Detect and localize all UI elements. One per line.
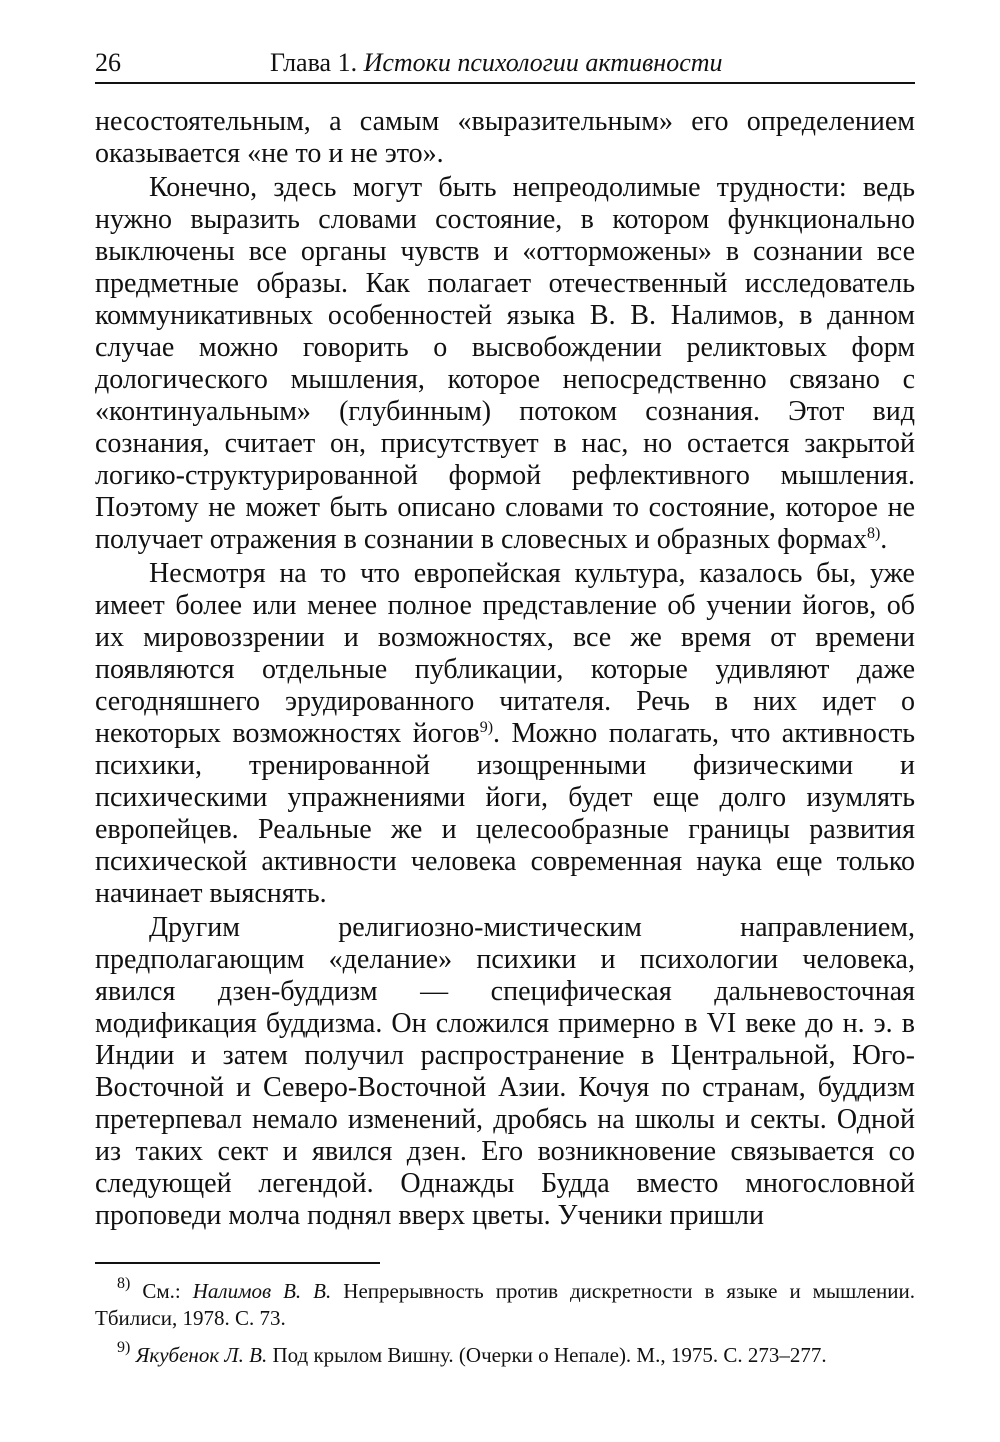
footnote-author: Якубенок Л. В. bbox=[135, 1343, 268, 1367]
footnote-prefix: См.: bbox=[142, 1279, 181, 1303]
footnote-marker: 8) bbox=[117, 1275, 131, 1292]
book-page bbox=[95, 38, 915, 1379]
paragraph-4: Другим религиозно-мистическим направлением, предполагающим «делание» психики и психологии человека, явился дзен-буддизм — специфическая дальневосточная модификация буддизма. Он сложился примерно в VI веке до н. э. в Индии и затем получил распространение в Центральной, Юго-Восточной и Северо-Восточной Азии. Кочуя по странам, буддизм претерпевал немало изменений, дробясь на школы и секты. Одной из таких сект и явился дзен. Его возникновение связывается со следующей легендой. Однажды Будда вместо многословной проповеди молча поднял вверх цветы. Ученики пришли bbox=[95, 912, 915, 1231]
chapter-label: Глава 1. bbox=[270, 48, 358, 77]
paragraph-3 bbox=[95, 558, 915, 910]
body-text bbox=[95, 106, 915, 1232]
footnote-marker: 9) bbox=[117, 1339, 131, 1356]
paragraph-3-text-a: Несмотря на то что европейская культура, казалось бы, уже имеет более или менее полное представление об учении йогов, об их мировоззрении и возможностях, все же время от времени появляются отдельные публикации, которые удивляют даже сегодняшнего эрудированного читателя. Речь в них идет о некоторых возможностях йогов bbox=[95, 558, 915, 749]
footnote-8 bbox=[95, 1275, 916, 1332]
chapter-title: Истоки психологии активности bbox=[363, 48, 723, 77]
paragraph-2-text: Конечно, здесь могут быть непреодолимые трудности: ведь нужно выразить словами состояние, в котором функционально выключены все органы чувств и «отторможены» в сознании все предметные образы. Как полагает отечественный исследователь коммуникативных особенностей языка В. В. Налимов, в данном случае можно говорить о высвобождении реликтовых форм дологического мышления, которое непосредственно связано с «континуальным» (глубинным) потоком сознания. Этот вид сознания, считает он, присутствует в нас, но остается закрытой логико-структурированной формой рефлективного мышления. Поэтому не может быть описано словами то состояние, которое не получает отражения в сознании в словесных и образных формах bbox=[95, 172, 915, 555]
paragraph-3-text-b: . Можно полагать, что активность психики, тренированной изощренными физическими и психическими упражнениями йоги, будет еще долго изумлять европейцев. Реальные же и целесообразные границы развития психической активности человека современная наука еще только начинает выяснять. bbox=[95, 718, 916, 909]
footnote-text: Под крылом Вишну. (Очерки о Непале). М., 1975. С. 273–277. bbox=[272, 1343, 827, 1367]
paragraph-1: несостоятельным, а самым «выразительным» его определением оказывается «не то и не это». bbox=[95, 106, 915, 169]
paragraph-2-end: . bbox=[880, 524, 888, 555]
footnote-divider bbox=[95, 1262, 380, 1264]
footnote-ref-8: 8) bbox=[866, 525, 881, 542]
running-head bbox=[95, 38, 915, 84]
footnote-9 bbox=[95, 1339, 915, 1369]
footnote-author: Налимов В. В. bbox=[192, 1279, 332, 1303]
page-number: 26 bbox=[95, 48, 121, 77]
paragraph-2 bbox=[95, 172, 915, 556]
footnote-text: Непрерывность против дискретности в языке и мышлении. Тбилиси, 1978. С. 73. bbox=[95, 1279, 916, 1330]
chapter-heading bbox=[270, 48, 723, 78]
footnotes bbox=[95, 1275, 916, 1369]
footnote-ref-9: 9) bbox=[479, 719, 494, 736]
